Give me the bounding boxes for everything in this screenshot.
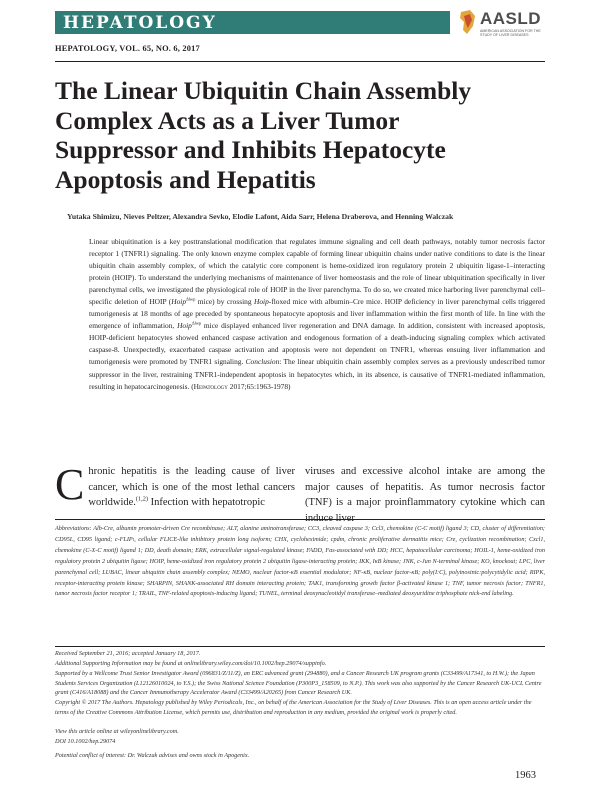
abbreviations-footnote: Abbreviations: Alb-Cre, albumin promoter-driven Cre recombinase; ALT, alanine aminotransferase; CC3, cleaved caspase 3; Ccl3, chemokine (C-C motif) ligand 3; CD, cluster of differentiation; CD95L, CD95 ligand; c-FLIPₗ, cellular FLICE-like inhibitory protein long isoform; CHX, cycloheximide; cpdm, chronic proliferative dermatitis mice; Cre, cyclization recombination; Cxcl1, chemokine (C-X-C motif) ligand 1; DD, death domain; ERK, extracellular signal-regulated kinase; FADD, Fas-associated with DD; HCC, hepatocellular carcinoma; HOIL-1, heme-oxidized iron regulatory protein 2 ubiquitin ligase; HOIP, heme-oxidized iron regulatory protein 2 ubiquitin ligase-interacting protein; IKK, IκB kinase; JNK, c-Jun N-terminal kinase; KO, knockout; LPC, liver parenchymal cell; LUBAC, linear ubiquitin chain assembly complex; NEMO, nuclear factor-κB essential modulator; NF-κB, nuclear factor-κB; poly(I:C), polyinosinic:polycytidylic acid; RIPK, receptor-interacting protein kinase; SHARPIN, SHANK-associated RH domain interacting protein; TAK1, transforming growth factor β-activated kinase 1; TNF, tumor necrosis factor; TNFR1, tumor necrosis factor receptor 1; TRAIL, TNF-related apoptosis-inducing ligand; TUNEL, terminal deoxynucleotidyl transferase–mediated deoxyuridine triphosphate nick-end labeling.: [55, 525, 545, 598]
logo-text: AASLD: [480, 9, 542, 28]
abstract-text-1: Linear ubiquitination is a key posttranslational modification that regulates immune signaling and cell death pathways, notably tumor necrosis factor receptor 1 (TNFR1) signaling. The only known enzyme complex capable of forming linear ubiquitin chains under native conditions to date is the linear ubiquitin chain assembly complex, of which the catalytic core component is heme-oxidized iron regulatory protein 2 ubiquitin ligase-1–interacting protein (HOIP). To understand the underlying mechanisms of maintenance of liver homeostasis and the role of linear ubiquitination specifically in liver parenchymal cells, we investigated the physiological role of HOIP in the liver parenchyma. To do so, we created mice harboring liver parenchymal cell–specific deletion of HOIP (: [89, 237, 545, 307]
footnote-rule: [55, 519, 545, 520]
received-date: Received September 21, 2016; accepted January 18, 2017.: [55, 650, 201, 657]
logo-subtitle: AMERICAN ASSOCIATION FOR THE STUDY OF LIVER DISEASES: [480, 29, 541, 37]
genotype-superscript: Δhep: [191, 320, 202, 326]
drop-cap: C: [55, 460, 85, 509]
body-column-right: viruses and excessive alcohol intake are among the major causes of hepatitis. As tumor necrosis factor (TNF) is a major proinflammatory cytokine which can induce liver: [305, 466, 545, 524]
page-number: 1963: [515, 770, 536, 781]
doi: DOI 10.1002/hep.29074: [55, 738, 116, 745]
abstract-text-4: mice displayed enhanced liver regeneration and DNA damage. In addition, consistent with increased apoptosis, HOIP-deficient hepatocytes showed enhanced caspase activation and endogenous formation of a death-inducing signaling complex which activated caspase-8. Unexpectedly, exacerbated caspase activation and apoptosis were not dependent on TNFR1, whereas ensuing liver inflammation and tumorigenesis were promoted by TNFR1 signaling.: [89, 321, 545, 367]
header-rule: [55, 61, 545, 62]
genotype-superscript: Δhep: [186, 296, 196, 302]
abstract-text-5: : The linear ubiquitin chain assembly complex serves as a previously undescribed tumor suppressor in the liver, restraining TNFR1-independent apoptosis in hepatocytes which, in its absence, is causative of TNFR1-mediated inflammation, resulting in hepatocarcinogenesis. (: [89, 357, 545, 391]
citation-details: 2017;65:1963-1978): [227, 381, 291, 391]
gene-name: Hoip: [254, 297, 269, 307]
gene-name: Hoip: [171, 297, 187, 307]
copyright-notice: Copyright © 2017 The Authors. Hepatology published by Wiley Periodicals, Inc., on behalf of the American Association for the Study of Liver Diseases. This is an open access article under the terms of the Creative Commons Attribution License, which permits use, distribution and reproduction in any medium, provided the original work is properly cited.: [55, 699, 532, 716]
conflict-of-interest: Potential conflict of interest: Dr. Walczak advises and owns stock in Apogenix.: [55, 752, 250, 759]
aasld-logo: [458, 8, 548, 40]
online-view: View this article online at wileyonlinelibrary.com.: [55, 728, 179, 735]
author-list: Yutaka Shimizu, Nieves Peltzer, Alexandra Sevko, Elodie Lafont, Aida Sarr, Helena Draberova, and Henning Walczak: [67, 212, 454, 221]
journal-name: HEPATOLOGY: [63, 13, 217, 33]
conclusion-label: Conclusion: [245, 357, 280, 367]
article-title: The Linear Ubiquitin Chain Assembly Complex Acts as a Liver Tumor Suppressor and Inhibits Hepatocyte Apoptosis and Hepatitis: [55, 76, 472, 194]
abstract: [89, 236, 545, 393]
gene-name: Hoip: [177, 321, 192, 331]
body-column-left: [55, 460, 295, 511]
volume-line: HEPATOLOGY, VOL. 65, NO. 6, 2017: [55, 44, 200, 53]
reference-citation: (1,2): [135, 495, 148, 503]
footnote-rule: [55, 646, 545, 647]
abstract-text-2: mice) by crossing: [195, 297, 255, 307]
funding-statement: Supported by a Wellcome Trust Senior Investigator Award (096831/Z/11/Z), an ERC advanced grant (294880), and a Cancer Research UK program grants (C33499/A17341, to H.W.); the Japan Students Services Organization (L12126010024, to Y.S.); the Swiss National Science Foundation (P300P3_158509, to N.P.). This work was also supported by the Cancer Research UK-UCL Centre grant (C416/A18088) and the Cancer Immunotherapy Accelerator Award (C33499/A20265) from Cancer Research UK.: [55, 670, 542, 697]
supporting-info: Additional Supporting Information may be found at onlinelibrary.wiley.com/doi/10.1002/hep.29074/suppinfo.: [55, 660, 327, 667]
body-text: Infection with hepatotropic: [147, 497, 265, 508]
abstract-text-3: -floxed mice with albumin–Cre mice. HOIP deficiency in liver parenchymal cells triggered tumorigenesis at 18 months of age preceded by spontaneous hepatocyte apoptosis and liver inflammation within the first month of life. In line with the emergence of inflammation,: [89, 297, 545, 331]
body-text: hronic hepatitis is the leading cause of liver cancer, which is one of the most lethal cancers worldwide.: [88, 466, 295, 508]
citation-journal: Hepatology: [193, 381, 228, 391]
aasld-logo-icon: [458, 8, 478, 38]
